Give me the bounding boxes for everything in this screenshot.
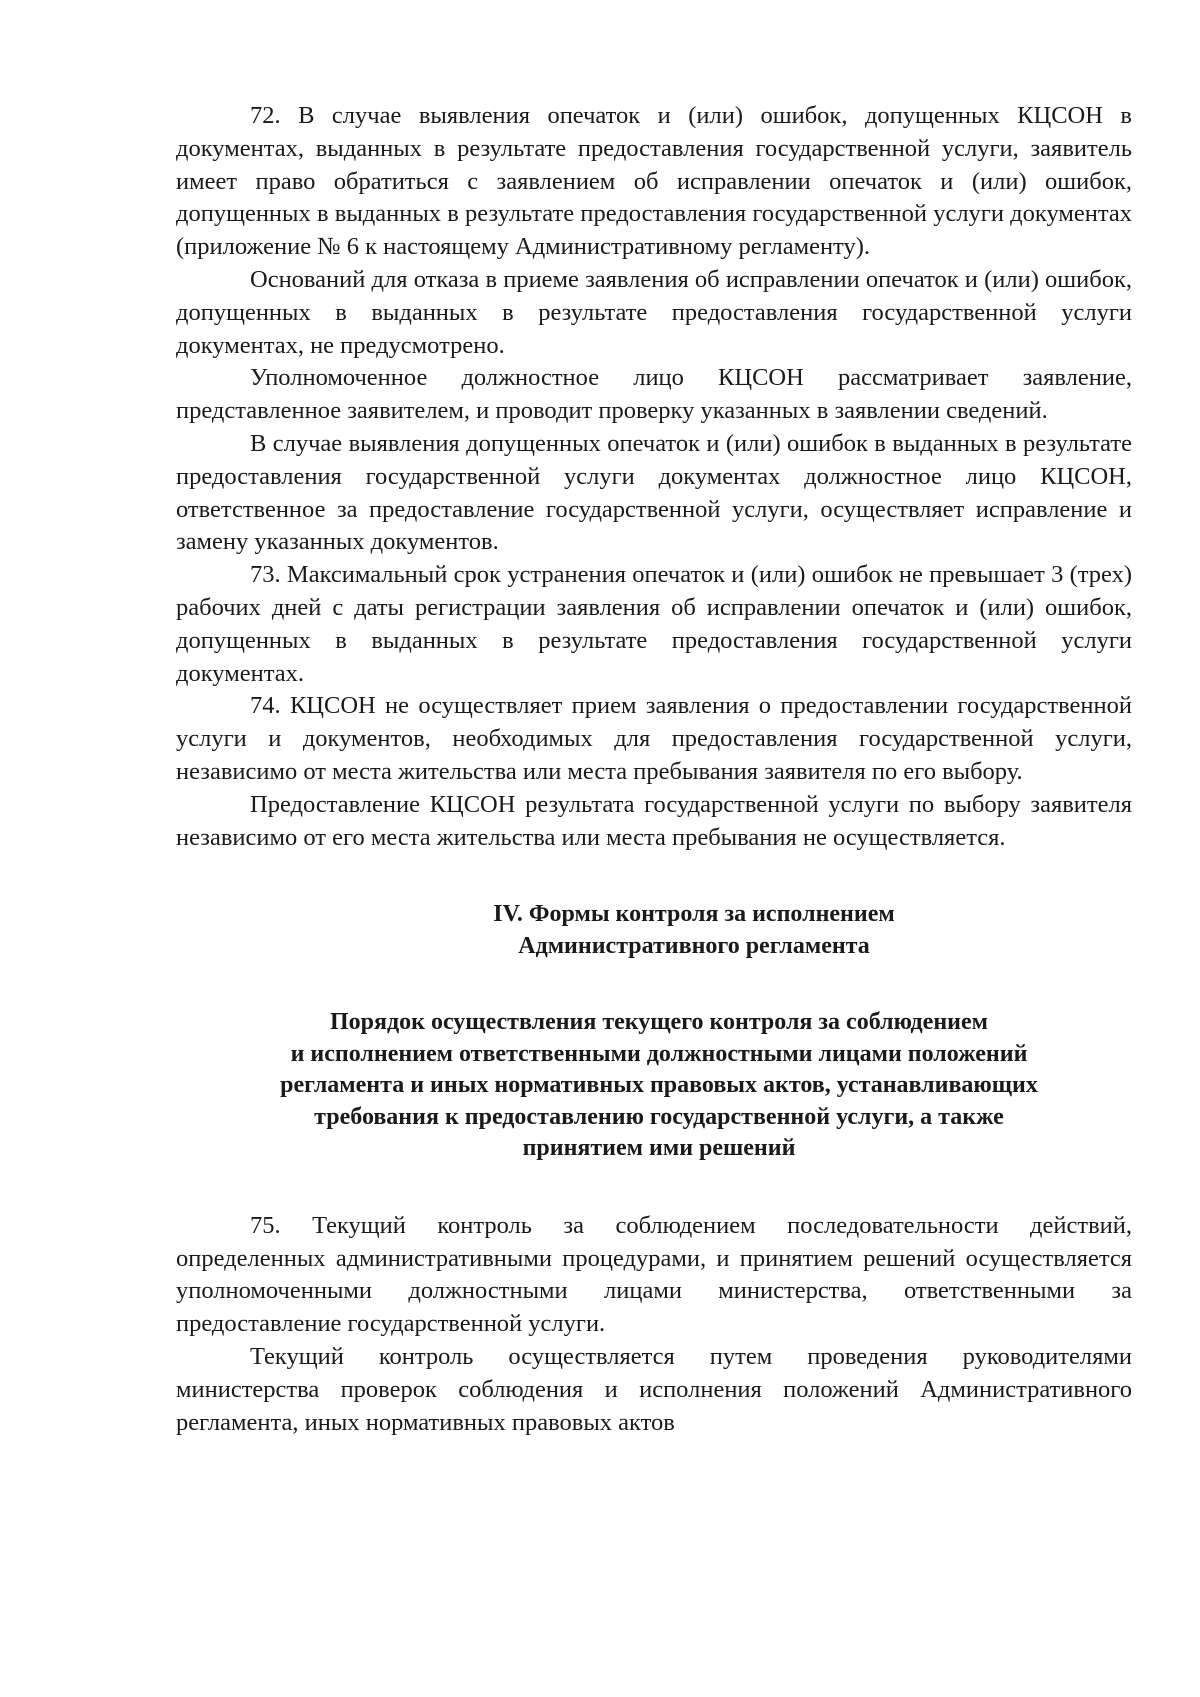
document-page xyxy=(176,100,1132,1439)
paragraph-72: 72. В случае выявления опечаток и (или) ошибок, допущенных КЦСОН в документах, выданных в результате предоставления государственной услуги, заявитель имеет право обратиться с заявлением об исправлении опечаток и (или) ошибок, допущенных в выданных в результате предоставления государственной услуги документах (приложение № 6 к настоящему Административному регламенту). xyxy=(176,102,1132,261)
subsection-heading-line-2: и исполнением ответственными должностными лицами положений xyxy=(290,1040,1028,1067)
subsection-heading-line-5: принятием ими решений xyxy=(522,1135,796,1162)
subsection-heading xyxy=(176,1007,1132,1165)
subsection-heading-line-3: регламента и иных нормативных правовых актов, устанавливающих xyxy=(280,1072,1038,1099)
subsection-heading-line-1: Порядок осуществления текущего контроля за соблюдением xyxy=(330,1009,988,1036)
paragraph-result-by-choice: Предоставление КЦСОН результата государственной услуги по выбору заявителя независимо от его места жительства или места пребывания не осуществляется. xyxy=(176,790,1132,851)
section-heading-line-2: Административного регламента xyxy=(518,933,870,960)
section-heading-line-1: IV. Формы контроля за исполнением xyxy=(493,901,895,928)
paragraph-official-review: Уполномоченное должностное лицо КЦСОН рассматривает заявление, представленное заявителем, и проводит проверку указанных в заявлении сведений. xyxy=(176,364,1132,425)
subsection-heading-line-4: требования к предоставлению государственной услуги, а также xyxy=(314,1103,1004,1130)
section-heading xyxy=(176,898,1132,962)
paragraph-no-refusal-grounds: Оснований для отказа в приеме заявления об исправлении опечаток и (или) ошибок, допущенных в выданных в результате предоставления государственной услуги документах, не предусмотрено. xyxy=(176,265,1132,359)
paragraph-inspections: Текущий контроль осуществляется путем проведения руководителями министерства проверок соблюдения и исполнения положений Административного регламента, иных нормативных правовых актов xyxy=(176,1343,1132,1436)
paragraph-73: 73. Максимальный срок устранения опечаток и (или) ошибок не превышает 3 (трех) рабочих дней с даты регистрации заявления об исправлении опечаток и (или) ошибок, допущенных в выданных в результате предоставления государственной услуги документах. xyxy=(176,561,1132,687)
paragraph-75: 75. Текущий контроль за соблюдением последовательности действий, определенных административными процедурами, и принятием решений осуществляется уполномоченными должностными лицами министерства, ответственными за предоставление государственной услуги. xyxy=(176,1211,1132,1338)
paragraph-correction-replacement: В случае выявления допущенных опечаток и (или) ошибок в выданных в результате предоставления государственной услуги документах должностное лицо КЦСОН, ответственное за предоставление государственной услуги, осуществляет исправление и замену указанных документов. xyxy=(176,429,1132,556)
paragraph-74: 74. КЦСОН не осуществляет прием заявления о предоставлении государственной услуги и документов, необходимых для предоставления государственной услуги, независимо от места жительства или места пребывания заявителя по его выбору. xyxy=(176,692,1132,785)
